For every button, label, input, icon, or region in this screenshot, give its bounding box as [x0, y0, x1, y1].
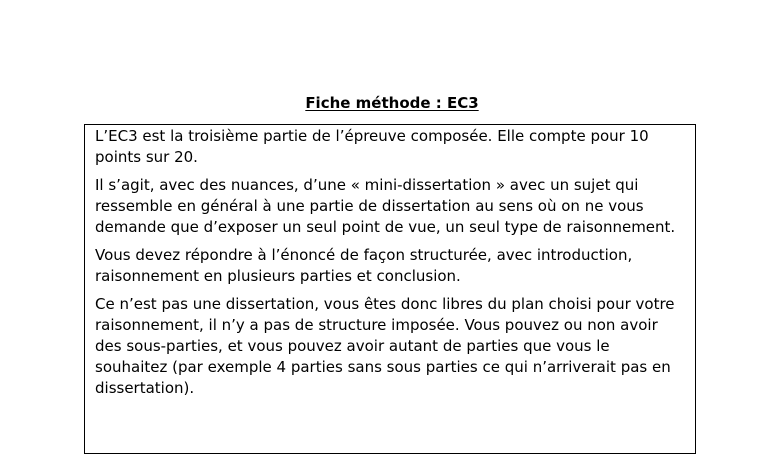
- paragraph-structure: Vous devez répondre à l’énoncé de façon structurée, avec introduction, raisonnement en plusieurs parties et conclusion.: [95, 246, 633, 285]
- paragraph-ec3-intro: L’EC3 est la troisième partie de l’épreuve composée. Elle compte pour 10 points sur 20.: [95, 127, 649, 166]
- paragraph-free-plan: Ce n’est pas une dissertation, vous êtes donc libres du plan choisi pour votre raisonnement, il n’y a pas de structure imposée. Vous pouvez ou non avoir des sous-parties, et vous pouvez avoir autant de parties que vous le souhaitez (par exemple 4 parties sans sous parties ce qui n’arriverait pas en dissertation).: [95, 295, 675, 397]
- paragraph-mini-dissertation: Il s’agit, avec des nuances, d’une « mini-dissertation » avec un sujet qui ressemble en général à une partie de dissertation au sens où on ne vous demande que d’exposer un seul point de vue, un seul type de raisonnement.: [95, 176, 676, 236]
- method-text-box: [84, 124, 696, 454]
- page-title: Fiche méthode : EC3: [305, 94, 479, 112]
